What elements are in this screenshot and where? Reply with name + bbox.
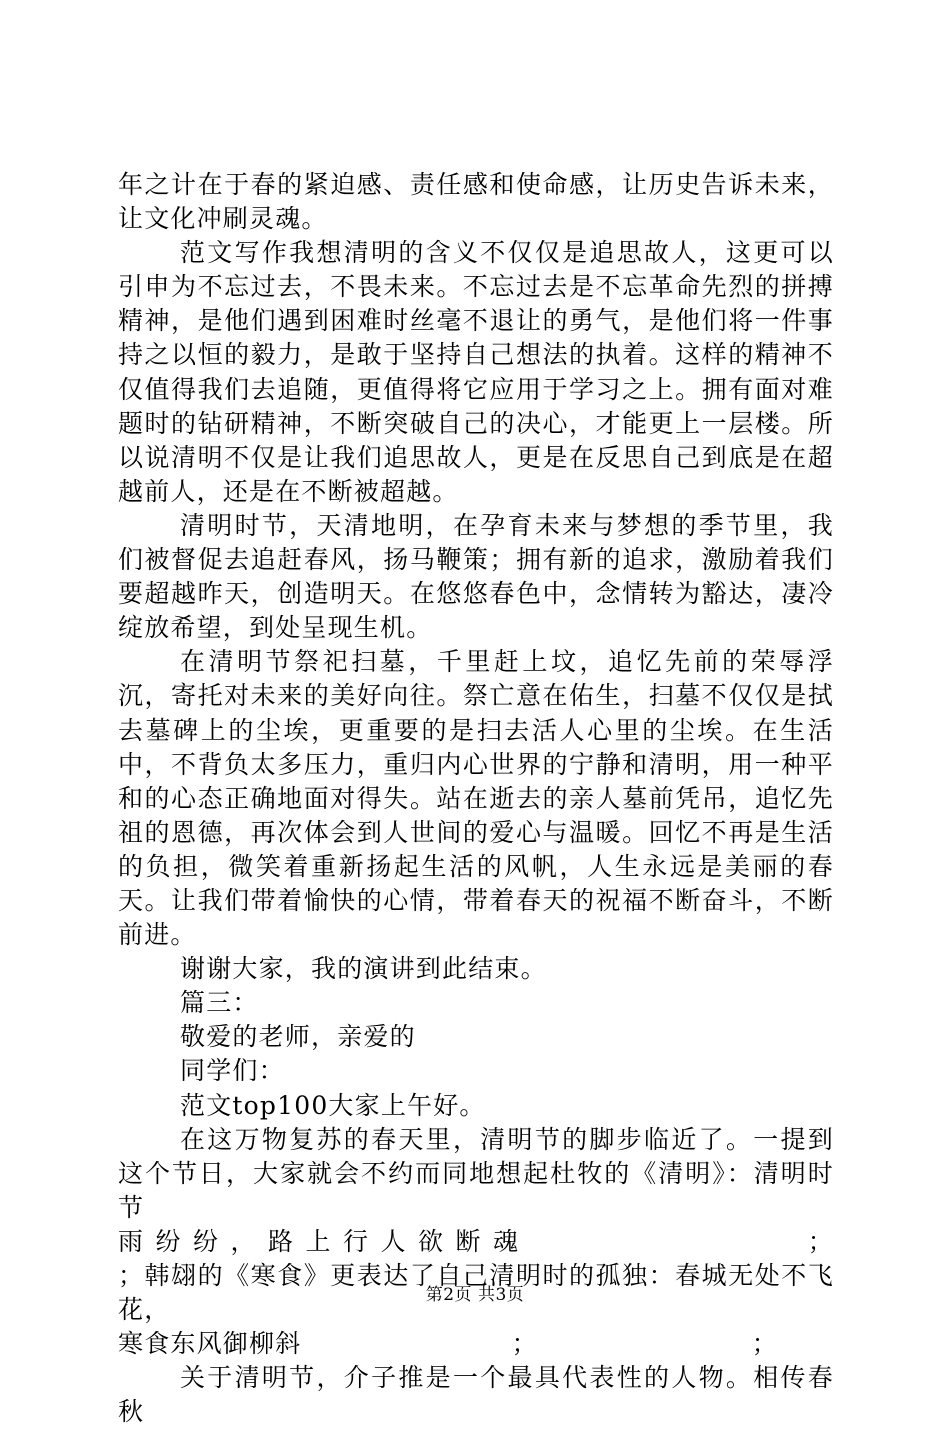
- greeting-line-2: 同学们：: [180, 1056, 285, 1086]
- document-body: [118, 168, 834, 1429]
- paragraph-jiezitui: 关于清明节，介子推是一个最具代表性的人物。相传春秋: [118, 1363, 834, 1427]
- poem-semicolon: ；: [751, 1329, 778, 1359]
- paragraph-season: 清明时节，天清地明，在孕育未来与梦想的季节里，我们被督促去追赶春风，扬马鞭策；拥有新的追求，激励着我们要超越昨天，创造明天。在悠悠春色中，念情转为豁达，凄冷绽放希望，到处呈现生机。: [118, 510, 834, 643]
- poem-text: 寒食东风御柳斜: [118, 1329, 302, 1359]
- section-heading: 篇三：: [180, 988, 259, 1018]
- paragraph-tomb-sweeping: 在清明节祭祀扫墓，千里赶上坟，追忆先前的荣辱浮沉，寄托对未来的美好向往。祭亡意在佑生，扫墓不仅仅是拭去墓碑上的尘埃，更重要的是扫去活人心里的尘埃。在生活中，不背负太多压力，重归内心世界的宁静和清明，用一种平和的心态正确地面对得失。站在逝去的亲人墓前凭吊，追忆先祖的恩德，再次体会到人世间的爱心与温暖。回忆不再是生活的负担，微笑着重新扬起生活的风帆，人生永远是美丽的春天。让我们带着愉快的心情，带着春天的祝福不断奋斗，不断前进。: [118, 647, 834, 950]
- poem-line-hanshi-end: [118, 1327, 834, 1361]
- poem-text: 雨纷纷，路上行人欲断魂: [118, 1226, 531, 1256]
- paragraph-meaning: 范文写作我想清明的含义不仅仅是追思故人，这更可以引申为不忘过去，不畏未来。不忘过去是不忘革命先烈的拼搏精神，是他们遇到困难时丝毫不退让的勇气，是他们将一件事持之以恒的毅力，是敢于坚持自己想法的执着。这样的精神不仅值得我们去追随，更值得将它应用于学习之上。拥有面对难题时的钻研精神，不断突破自己的决心，才能更上一层楼。所以说清明不仅是让我们追思故人，更是在反思自己到底是在超越前人，还是在不断被超越。: [118, 238, 834, 506]
- greeting-line-3: 范文top100大家上午好。: [180, 1090, 486, 1120]
- poem-semicolon: ；: [807, 1226, 834, 1256]
- poem-semicolon: ；: [511, 1329, 538, 1359]
- paragraph-continuation: 年之计在于春的紧迫感、责任感和使命感，让历史告诉未来，让文化冲刷灵魂。: [118, 170, 834, 234]
- poem-line-qingming: [118, 1225, 834, 1259]
- greeting-line-1: 敬爱的老师，亲爱的: [180, 1022, 416, 1052]
- page-footer: 第2页 共3页: [425, 1285, 525, 1305]
- poem-line-hanshi: ；韩翃的《寒食》更表达了自己清明时的孤独：春城无处不飞花，: [118, 1261, 834, 1325]
- paragraph-thanks: 谢谢大家，我的演讲到此结束。: [180, 954, 547, 984]
- paragraph-intro: 在这万物复苏的春天里，清明节的脚步临近了。一提到这个节日，大家就会不约而同地想起杜牧的《清明》：清明时节: [118, 1124, 834, 1222]
